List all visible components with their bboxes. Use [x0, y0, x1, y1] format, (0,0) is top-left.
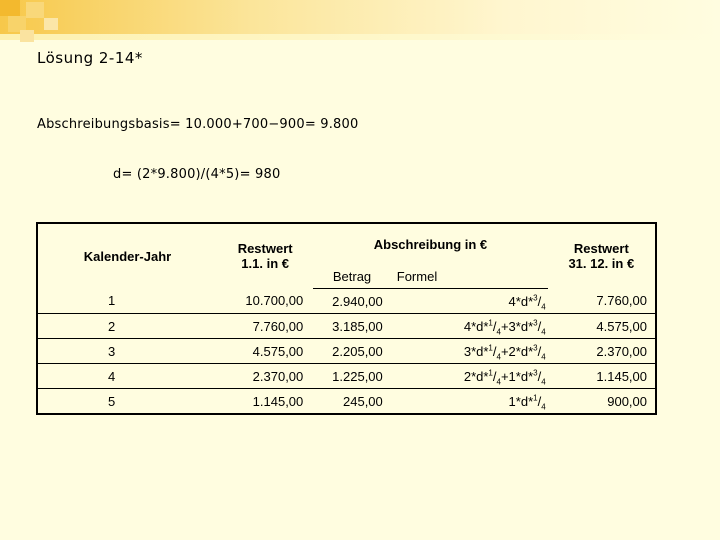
formula-part: 3*d*: [463, 343, 489, 359]
formula-part: 1: [533, 393, 538, 403]
header-year: Kalender-Jahr: [83, 248, 172, 264]
formula-part: 3: [533, 293, 538, 303]
table-row: [37, 339, 656, 364]
d-formula: d= (2*9.800)/(4*5)= 980: [113, 167, 281, 182]
table-row: [37, 314, 656, 339]
cell-amount: 2.940,00: [313, 289, 391, 314]
formula-part: 1: [488, 343, 493, 353]
formula-part: 1*d*: [508, 393, 534, 409]
header-closing-line2: 31. 12. in €: [568, 256, 635, 272]
header-amount: Betrag: [313, 264, 391, 289]
formula-part: 1: [488, 318, 493, 328]
cell-formula: [391, 364, 548, 389]
cell-amount: 3.185,00: [313, 314, 391, 339]
cell-opening-value: 7.760,00: [217, 314, 313, 339]
decorative-square: [44, 18, 58, 30]
table-row: [37, 389, 656, 415]
formula-part: 4*d*: [463, 318, 489, 334]
formula-part: 3: [533, 318, 538, 328]
cell-year: 5: [108, 393, 116, 409]
header-closing-value: [548, 223, 656, 289]
formula-part: +3*d*: [500, 318, 534, 334]
formula-part: 1: [488, 368, 493, 378]
formula-part: /: [492, 368, 497, 384]
cell-opening-value: 4.575,00: [217, 339, 313, 364]
cell-closing-value: 1.145,00: [548, 364, 656, 389]
formula-part: 4: [496, 377, 501, 387]
cell-closing-value: 4.575,00: [548, 314, 656, 339]
formula-part: /: [492, 343, 497, 359]
cell-amount: 1.225,00: [313, 364, 391, 389]
formula-part: 4: [496, 327, 501, 337]
cell-amount: 245,00: [343, 393, 383, 409]
formula-part: 4: [541, 377, 546, 387]
formula-part: 3: [533, 368, 538, 378]
decorative-square: [26, 2, 44, 18]
cell-opening-value: 1.145,00: [252, 393, 304, 409]
formula-part: 2*d*: [463, 368, 489, 384]
header-depreciation: Abschreibung in €: [373, 236, 488, 252]
formula-part: /: [537, 293, 542, 309]
cell-amount: 2.205,00: [313, 339, 391, 364]
cell-year: 4: [37, 364, 217, 389]
formula-part: 4: [541, 302, 546, 312]
formula-part: /: [537, 393, 542, 409]
cell-closing-value: 900,00: [607, 393, 647, 409]
cell-formula: [391, 289, 548, 314]
formula-part: /: [492, 318, 497, 334]
cell-year: 2: [37, 314, 217, 339]
formula-part: /: [537, 343, 542, 359]
cell-closing-value: 7.760,00: [548, 289, 656, 314]
slide-title: Lösung 2-14*: [37, 49, 143, 67]
formula-part: 3: [533, 343, 538, 353]
header-formula: Formel: [391, 264, 548, 289]
formula-part: +2*d*: [500, 343, 534, 359]
formula-part: 4: [541, 402, 546, 412]
header-opening-value: [217, 223, 313, 289]
cell-formula: [391, 389, 548, 415]
basis-formula: Abschreibungsbasis= 10.000+700−900= 9.800: [37, 117, 359, 132]
decorative-square: [0, 0, 20, 16]
formula-part: /: [537, 368, 542, 384]
cell-year: 3: [37, 339, 217, 364]
cell-year: 1: [37, 289, 217, 314]
formula-part: 4: [496, 352, 501, 362]
cell-formula: [391, 314, 548, 339]
cell-opening-value: 2.370,00: [217, 364, 313, 389]
decorative-header-bar: [0, 0, 720, 34]
cell-opening-value: 10.700,00: [217, 289, 313, 314]
header-opening-line1: Restwert: [237, 241, 293, 257]
cell-formula: [391, 339, 548, 364]
header-opening-line2: 1.1. in €: [241, 256, 289, 272]
formula-part: /: [537, 318, 542, 334]
cell-closing-value: 2.370,00: [548, 339, 656, 364]
header-closing-line1: Restwert: [573, 241, 629, 257]
formula-part: 4: [541, 327, 546, 337]
formula-part: 4*d*: [508, 293, 534, 309]
table-row: [37, 289, 656, 314]
formula-part: +1*d*: [500, 368, 534, 384]
depreciation-table: [36, 222, 657, 415]
formula-part: 4: [541, 352, 546, 362]
table-row: [37, 364, 656, 389]
decorative-square: [20, 30, 34, 42]
